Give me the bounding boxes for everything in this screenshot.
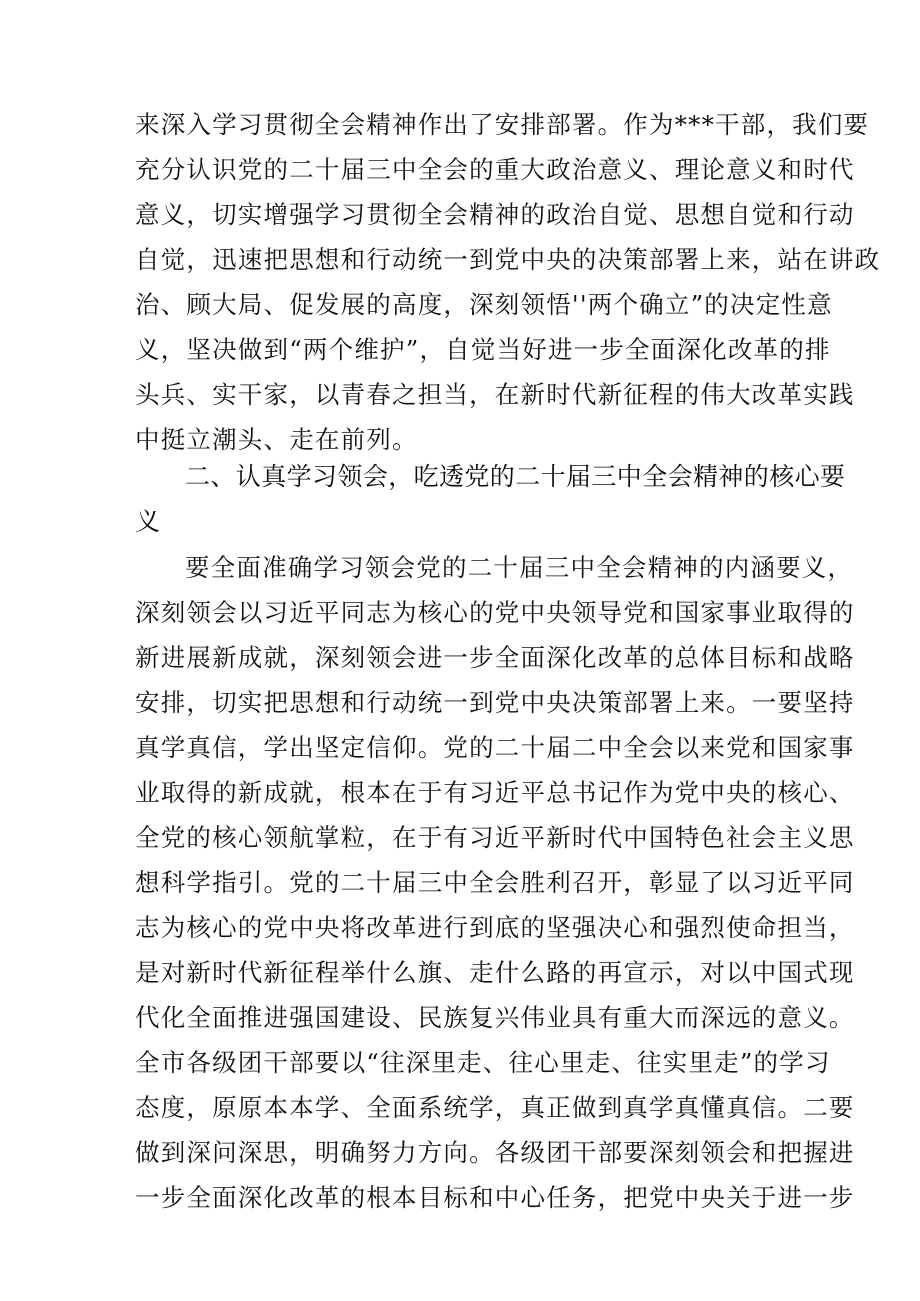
paragraph-1-line: 中挺立潮头、走在前列。 [135,425,418,454]
paragraph-2-line: 要全面准确学习领会党的二十届三中全会精神的内涵要义， [185,553,854,582]
paragraph-1 [135,102,881,462]
paragraph-2-line: 真学真信，学出坚定信仰。党的二十届二中全会以来党和国家事 [135,733,855,762]
paragraph-1-line: 来深入学习贯彻全会精神作出了安排部署。作为***干部，我们要 [135,110,870,139]
paragraph-2 [135,545,855,1220]
paragraph-2-line: 新进展新成就，深刻领会进一步全面深化改革的总体目标和战略 [135,643,855,672]
section-heading [135,454,846,544]
paragraph-2-line: 想科学指引。党的二十届三中全会胜利召开，彰显了以习近平同 [135,868,855,897]
paragraph-2-line: 全党的核心领航掌粒，在于有习近平新时代中国特色社会主义思 [135,823,855,852]
paragraph-2-line: 业取得的新成就，根本在于有习近平总书记作为党中央的核心、 [135,778,855,807]
paragraph-2-line: 态度，原原本本学、全面系统学，真正做到真学真懂真信。二要 [135,1093,855,1122]
paragraph-1-line: 治、顾大局、促发展的高度，深刻领悟''两个确立”的决定性意 [135,290,833,319]
paragraph-2-line: 做到深问深思，明确努力方向。各级团干部要深刻领会和把握进 [135,1138,855,1167]
section-heading-line: 二、认真学习领会，吃透党的二十届三中全会精神的核心要 [185,462,846,491]
paragraph-1-line: 充分认识党的二十届三中全会的重大政治意义、理论意义和时代 [135,155,855,184]
paragraph-2-line: 深刻领会以习近平同志为核心的党中央领导党和国家事业取得的 [135,598,855,627]
paragraph-2-line: 安排，切实把思想和行动统一到党中央决策部署上来。一要坚持 [135,688,855,717]
paragraph-1-line: 义，坚决做到“两个维护”，自觉当好进一步全面深化改革的排 [135,335,831,364]
paragraph-2-line: 代化全面推进强国建设、民族复兴伟业具有重大而深远的意义。 [135,1003,855,1032]
paragraph-2-line: 是对新时代新征程举什么旗、走什么路的再宣示，对以中国式现 [135,958,855,987]
paragraph-2-line: 一步全面深化改革的根本目标和中心任务，把党中央关于进一步 [135,1183,855,1212]
paragraph-1-line: 头兵、实干家，以青春之担当，在新时代新征程的伟大改革实践 [135,380,855,409]
paragraph-1-line: 意义，切实增强学习贯彻全会精神的政治自觉、思想自觉和行动 [135,200,855,229]
paragraph-2-line: 全市各级团干部要以“往深里走、往心里走、往实里走”的学习 [135,1048,831,1077]
paragraph-2-line: 志为核心的党中央将改革进行到底的坚强决心和强烈使命担当， [135,913,855,942]
section-heading-line: 义 [135,507,161,536]
paragraph-1-line: 自觉，迅速把思想和行动统一到党中央的决策部署上来，站在讲政 [135,245,881,274]
